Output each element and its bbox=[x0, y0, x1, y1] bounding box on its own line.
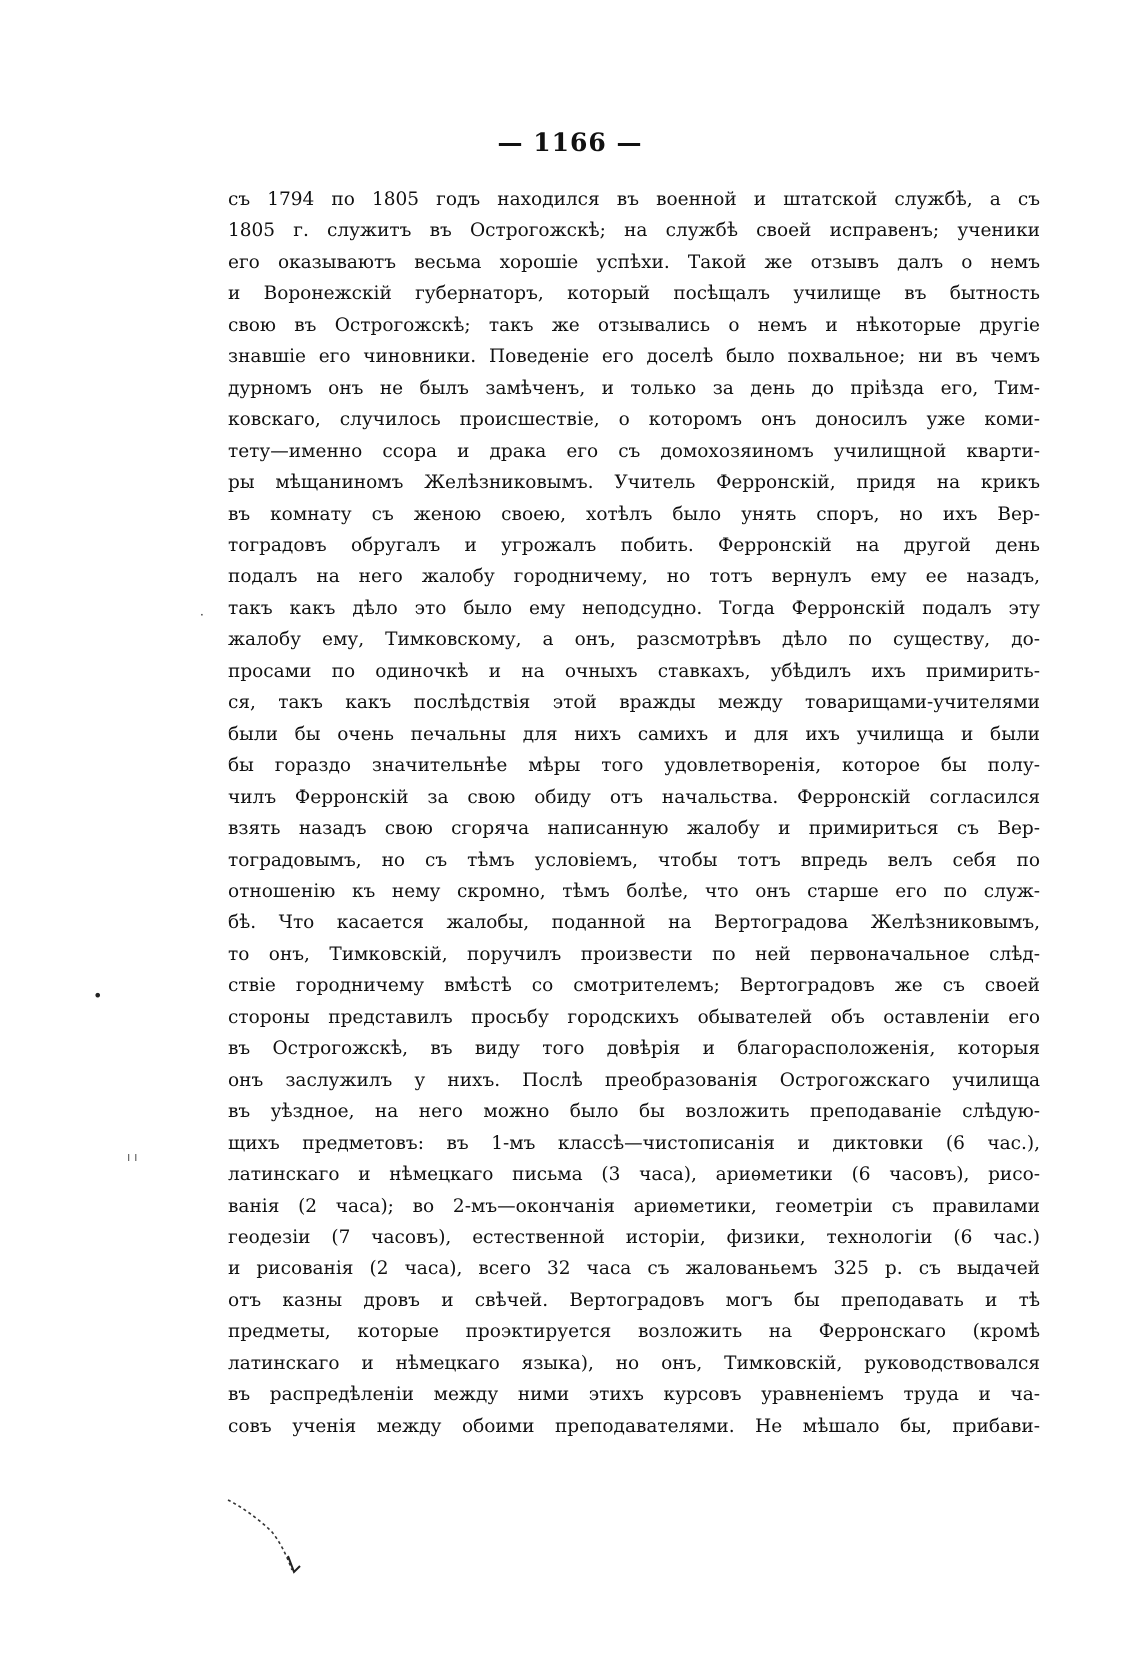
text-line: бы гораздо значительнѣе мѣры того удовлетворенія, которое бы полу- bbox=[228, 755, 1040, 777]
text-line: въ Острогожскѣ, въ виду того довѣрія и благорасположенія, которыя bbox=[228, 1038, 1040, 1060]
text-line: щихъ предметовъ: въ 1-мъ классѣ—чистописанія и диктовки (6 час.), bbox=[228, 1132, 1040, 1154]
text-line: были бы очень печальны для нихъ самихъ и для ихъ училища и были bbox=[228, 723, 1040, 745]
margin-dot: · bbox=[200, 608, 204, 622]
text-line: тету—именно ссора и драка его съ домохозяиномъ училищной кварти- bbox=[228, 440, 1040, 462]
text-line: просами по одиночкѣ и на очныхъ ставкахъ, убѣдилъ ихъ примирить- bbox=[228, 660, 1040, 682]
margin-tick: ı ı bbox=[127, 1150, 138, 1164]
text-line: то онъ, Тимковскій, поручилъ произвести по ней первоначальное слѣд- bbox=[228, 943, 1040, 965]
text-line: предметы, которые проэктируется возложить на Ферронскаго (кромѣ bbox=[228, 1321, 1040, 1343]
text-line: ся, такъ какъ послѣдствія этой вражды между товарищами-учителями bbox=[228, 692, 1040, 714]
text-line: геодезіи (7 часовъ), естественной исторіи, физики, технологіи (6 час.) bbox=[228, 1226, 1040, 1248]
text-line: латинскаго и нѣмецкаго письма (3 часа), ариѳметики (6 часовъ), рисо- bbox=[228, 1164, 1040, 1186]
text-line: чилъ Ферронскій за свою обиду отъ начальства. Ферронскій согласился bbox=[228, 786, 1040, 808]
text-line: съ 1794 по 1805 годъ находился въ военной и штатской службѣ, а съ bbox=[228, 189, 1040, 210]
text-line: и рисованія (2 часа), всего 32 часа съ жалованьемъ 325 р. съ выдачей bbox=[228, 1258, 1040, 1280]
text-line: дурномъ онъ не былъ замѣченъ, и только за день до пріѣзда его, Тим- bbox=[228, 377, 1040, 399]
text-line: свою въ Острогожскѣ; такъ же отзывались о немъ и нѣкоторые другіе bbox=[228, 314, 1040, 336]
text-line: латинскаго и нѣмецкаго языка), но онъ, Тимковскій, руководствовался bbox=[228, 1352, 1040, 1374]
text-line: такъ какъ дѣло это было ему неподсудно. Тогда Ферронскій подалъ эту bbox=[228, 597, 1040, 619]
text-line: отъ казны дровъ и свѣчей. Вертоградовъ могъ бы преподавать и тѣ bbox=[228, 1289, 1040, 1311]
text-line: отношенію къ нему скромно, тѣмъ болѣе, что онъ старше его по служ- bbox=[228, 880, 1040, 902]
text-line: ковскаго, случилось происшествіе, о которомъ онъ доносилъ уже коми- bbox=[228, 409, 1040, 431]
margin-bullet: • bbox=[93, 986, 103, 1005]
text-line: взять назадъ свою сгоряча написанную жалобу и примириться съ Вер- bbox=[228, 818, 1040, 840]
text-line: 1805 г. служитъ въ Острогожскѣ; на службѣ своей исправенъ; ученики bbox=[228, 220, 1040, 242]
pen-stroke-icon bbox=[220, 1496, 310, 1576]
text-line: жалобу ему, Тимковскому, а онъ, разсмотрѣвъ дѣло по существу, до- bbox=[228, 629, 1040, 651]
text-line: и Воронежскій губернаторъ, который посѣщалъ училище въ бытность bbox=[228, 283, 1040, 305]
text-line: знавшіе его чиновники. Поведеніе его доселѣ было похвальное; ни въ чемъ bbox=[228, 346, 1040, 368]
text-line: ствіе городничему вмѣстѣ со смотрителемъ; Вертоградовъ же съ своей bbox=[228, 975, 1040, 997]
text-line: ры мѣщаниномъ Желѣзниковымъ. Учитель Ферронскій, придя на крикъ bbox=[228, 472, 1040, 494]
text-line: стороны представилъ просьбу городскихъ обывателей объ оставленіи его bbox=[228, 1006, 1040, 1028]
text-line: онъ заслужилъ у нихъ. Послѣ преобразованія Острогожскаго училища bbox=[228, 1069, 1040, 1091]
text-line: тоградовымъ, но съ тѣмъ условіемъ, чтобы тотъ впредь велъ себя по bbox=[228, 849, 1040, 871]
text-line: совъ ученія между обоими преподавателями. Не мѣшало бы, прибави- bbox=[228, 1415, 1040, 1437]
text-line: въ уѣздное, на него можно было бы возложить преподаваніе слѣдую- bbox=[228, 1101, 1040, 1123]
text-line: тоградовъ обругалъ и угрожалъ побить. Ферронскій на другой день bbox=[228, 534, 1040, 556]
page-number: — 1166 — bbox=[497, 128, 643, 157]
text-line: въ комнату съ женою своею, хотѣлъ было унять споръ, но ихъ Вер- bbox=[228, 503, 1040, 525]
text-line: подалъ на него жалобу городничему, но тотъ вернулъ ему ее назадъ, bbox=[228, 566, 1040, 588]
text-line: бѣ. Что касается жалобы, поданной на Вертоградова Желѣзниковымъ, bbox=[228, 912, 1040, 934]
text-line: ванія (2 часа); во 2-мъ—окончанія ариѳметики, геометріи съ правилами bbox=[228, 1195, 1040, 1217]
body-text bbox=[228, 184, 1040, 1442]
text-line: его оказываютъ весьма хорошіе успѣхи. Такой же отзывъ далъ о немъ bbox=[228, 251, 1040, 273]
text-line: въ распредѣленіи между ними этихъ курсовъ уравненіемъ труда и ча- bbox=[228, 1384, 1040, 1406]
